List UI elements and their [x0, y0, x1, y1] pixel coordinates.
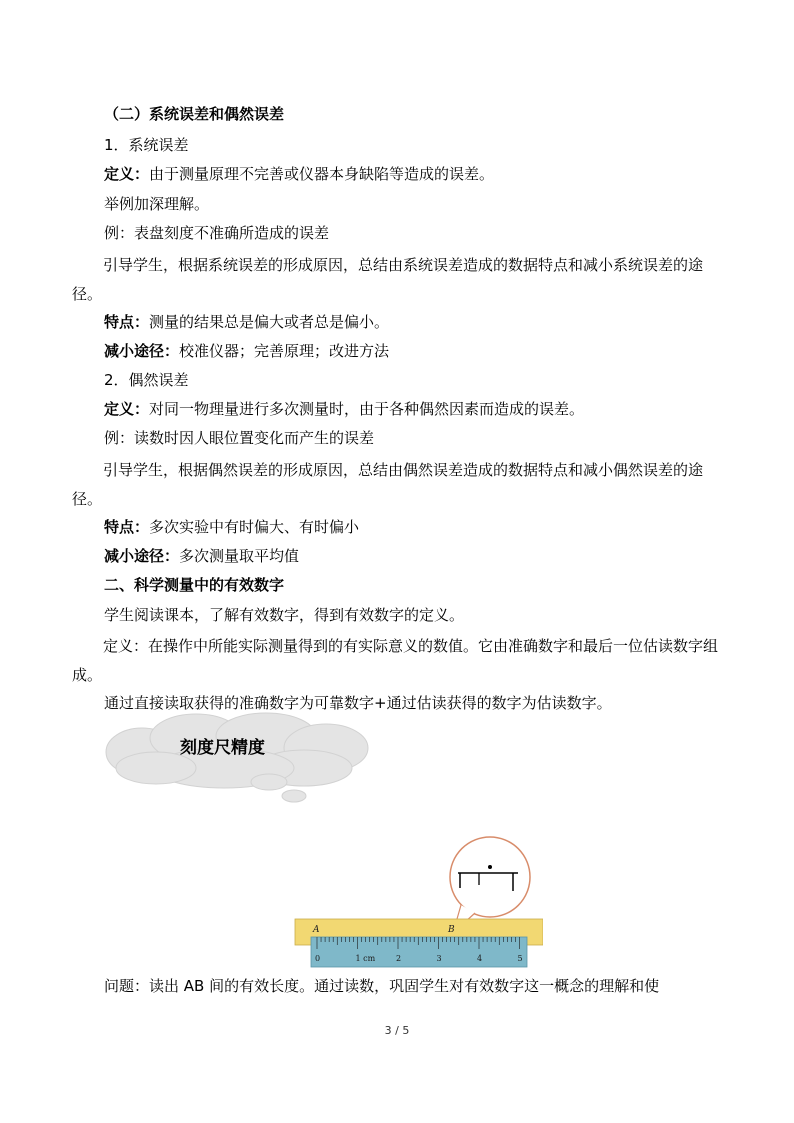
feature-label: 特点： — [104, 313, 150, 331]
page-number: 3 / 5 — [384, 1024, 410, 1037]
cloud-title: 刻度尺精度 — [180, 738, 265, 758]
reduce-text: 校准仪器；完善原理；改进方法 — [179, 342, 390, 360]
sys-error-feature — [104, 312, 389, 332]
sys-error-title: 1．系统误差 — [104, 136, 189, 154]
rand-error-title: 2．偶然误差 — [104, 371, 189, 389]
sys-error-example-intro: 举例加深理解。 — [104, 195, 210, 213]
ruler-tick-label: 1 cm — [355, 954, 376, 963]
magnifier-dot — [488, 865, 492, 869]
definition-label: 定义： — [104, 400, 150, 418]
ruler-tick-label: 5 — [517, 954, 523, 963]
definition-label: 定义： — [104, 165, 150, 183]
point-a-label: A — [313, 925, 320, 935]
ruler-tick-label: 2 — [396, 954, 402, 963]
part2-heading: 二、科学测量中的有效数字 — [104, 576, 285, 594]
rand-error-definition — [104, 399, 584, 419]
ruler-figure — [293, 833, 543, 973]
feature-text: 测量的结果总是偏大或者总是偏小。 — [149, 313, 390, 331]
part2-formula: 通过直接读取获得的准确数字为可靠数字+通过估读获得的数字为估读数字。 — [104, 694, 612, 712]
ruler-scale-strip — [311, 937, 527, 967]
sys-error-reduce — [104, 341, 389, 361]
definition-text: 由于测量原理不完善或仪器本身缺陷等造成的误差。 — [149, 165, 495, 183]
reduce-label: 减小途径： — [104, 547, 180, 565]
rand-error-feature — [104, 517, 359, 537]
part2-definition: 定义：在操作中所能实际测量得到的有实际意义的数值。它由准确数字和最后一位估读数字组成。 — [72, 637, 719, 684]
rand-error-reduce — [104, 546, 299, 566]
part2-read: 学生阅读课本，了解有效数字，得到有效数字的定义。 — [104, 606, 465, 624]
sys-error-example: 例：表盘刻度不准确所造成的误差 — [104, 224, 330, 242]
ruler-tick-label: 4 — [477, 954, 483, 963]
question-text: 问题：读出 AB 间的有效长度。通过读数，巩固学生对有效数字这一概念的理解和使 — [104, 977, 660, 995]
sys-error-definition — [104, 164, 494, 184]
sys-error-guide: 引导学生，根据系统误差的形成原因，总结由系统误差造成的数据特点和减小系统误差的途径。 — [72, 256, 704, 303]
rand-error-example: 例：读数时因人眼位置变化而产生的误差 — [104, 429, 375, 447]
definition-text: 对同一物理量进行多次测量时，由于各种偶然因素而造成的误差。 — [149, 400, 585, 418]
ruler-tick-label: 3 — [436, 954, 442, 963]
point-b-label: B — [448, 925, 455, 935]
cloud-shape — [104, 712, 370, 808]
magnifier-circle — [450, 837, 530, 917]
reduce-label: 减小途径： — [104, 342, 180, 360]
reduce-text: 多次测量取平均值 — [179, 547, 300, 565]
rand-error-guide: 引导学生，根据偶然误差的形成原因，总结由偶然误差造成的数据特点和减小偶然误差的途径。 — [72, 461, 704, 508]
section-heading: （二）系统误差和偶然误差 — [104, 105, 285, 123]
feature-label: 特点： — [104, 518, 150, 536]
ruler-tick-label: 0 — [315, 954, 321, 963]
feature-text: 多次实验中有时偏大、有时偏小 — [149, 518, 360, 536]
